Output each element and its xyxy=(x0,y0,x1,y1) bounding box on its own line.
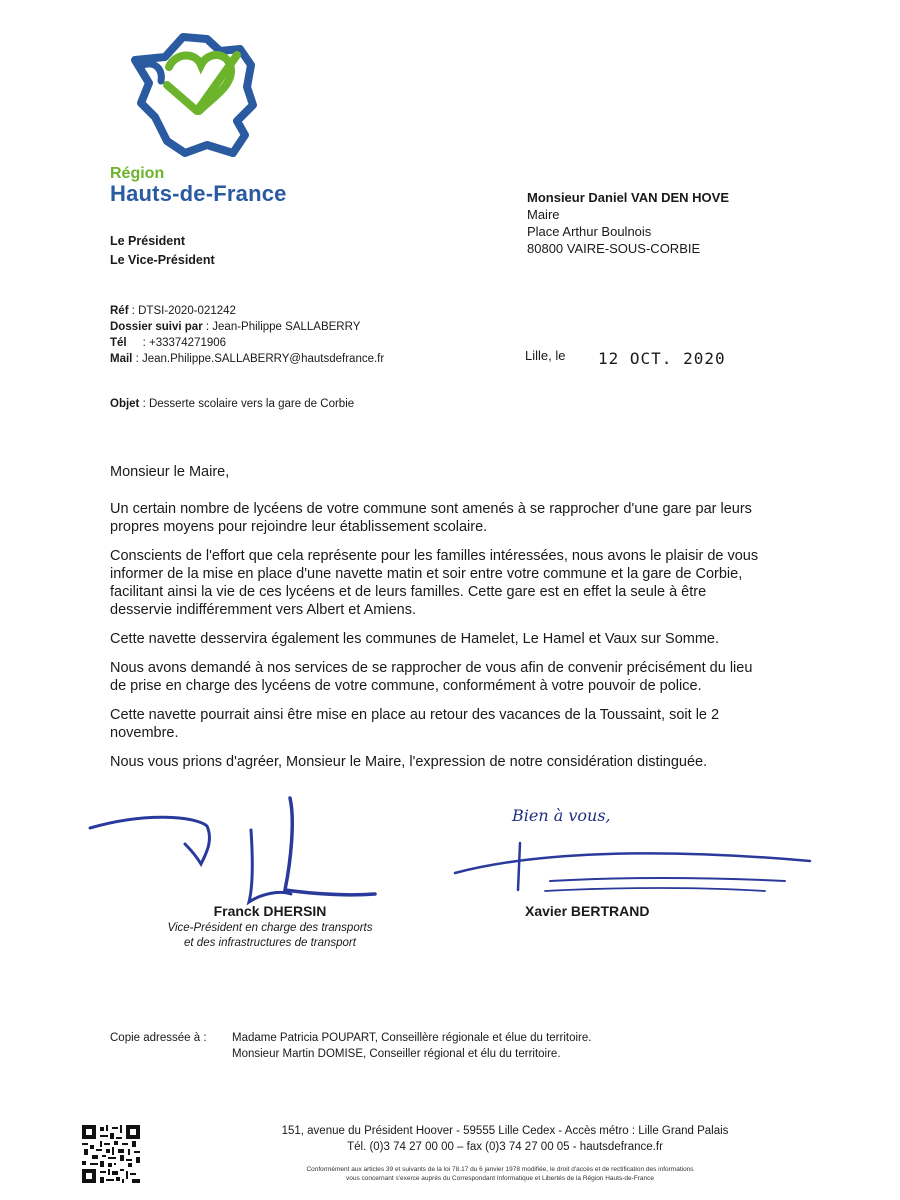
qr-code-icon[interactable] xyxy=(82,1125,140,1183)
copies-label: Copie adressée à : xyxy=(110,1032,207,1044)
salutation: Monsieur le Maire, xyxy=(110,464,230,480)
footer-legal-line2: vous concernant s'exerce auprès du Correspondant Informatique et Libertés de la Région Hauts-de-France xyxy=(346,1174,654,1182)
recipient-address-line1: Place Arthur Boulnois xyxy=(527,224,652,239)
sender-line-president: Le Président xyxy=(110,234,186,248)
body-paragraph: Cette navette desservira également les communes de Hamelet, Le Hamel et Vaux sur Somme. xyxy=(110,631,720,647)
mail-label: Mail xyxy=(110,353,133,365)
mail-value: : Jean.Philippe.SALLABERRY@hautsdefrance.fr xyxy=(132,353,385,365)
subject-line xyxy=(110,398,354,410)
body-paragraph: Nous avons demandé à nos services de se rapprocher de vous afin de convenir précisément du lieu de prise en charge des lycéens de votre commune, conformément à votre pouvoir de police. xyxy=(110,660,753,694)
copies-block xyxy=(110,1030,591,1062)
tel-value: : +33374271906 xyxy=(126,337,227,349)
reference-block xyxy=(110,303,384,367)
region-label: Région xyxy=(110,165,165,182)
body-paragraph: Conscients de l'effort que cela représente pour les familles intéressées, nous avons le plaisir de vous informer de la mise en place d'une navette matin et soir entre votre commune et la gare de Corbie, facilitant ainsi la vie de ces lycéens et de leurs familles. Cette gare est en effet la seule à être desservie indifféremment vers Albert et Amiens. xyxy=(110,548,759,618)
signature-dhersin-icon xyxy=(85,790,385,915)
signatory-right-name: Xavier BERTRAND xyxy=(525,903,650,919)
place-label: Lille, le xyxy=(525,348,566,363)
closing-paragraph: Nous vous prions d'agréer, Monsieur le Maire, l'expression de notre considération distinguée. xyxy=(110,754,708,770)
body-paragraph: Cette navette pourrait ainsi être mise en place au retour des vacances de la Toussaint, soit le 2 novembre. xyxy=(110,707,720,741)
footer-legal xyxy=(150,1166,850,1183)
dossier-label: Dossier suivi par xyxy=(110,321,203,333)
copy-recipient: Madame Patricia POUPART, Conseillère régionale et élue du territoire. xyxy=(232,1032,592,1044)
copy-recipient: Monsieur Martin DOMISE, Conseiller régional et élu du territoire. xyxy=(232,1048,561,1060)
signatory-left-name: Franck DHERSIN xyxy=(213,903,327,919)
ref-label: Réf xyxy=(110,305,129,317)
region-name: Hauts-de-France xyxy=(110,181,287,206)
sender-line-vice-president: Le Vice-Président xyxy=(110,253,215,267)
body-paragraph: Un certain nombre de lycéens de votre commune sont amenés à se rapprocher d'une gare par leurs propres moyens pour rejoindre leur établissement scolaire. xyxy=(110,501,752,535)
region-logo-icon xyxy=(125,25,265,165)
subject-label: Objet xyxy=(110,398,140,410)
footer-contact-line: Tél. (0)3 74 27 00 00 – fax (0)3 74 27 00 05 - hautsdefrance.fr xyxy=(347,1141,663,1153)
signatory-left-role-line1: Vice-Président en charge des transports xyxy=(167,922,373,934)
signatory-left xyxy=(150,903,390,951)
footer-address-line: 151, avenue du Président Hoover - 59555 Lille Cedex - Accès métro : Lille Grand Palais xyxy=(281,1125,729,1137)
handwritten-note: Bien à vous, xyxy=(512,806,611,825)
recipient-name: Monsieur Daniel VAN DEN HOVE xyxy=(527,190,730,205)
signature-bertrand-icon xyxy=(450,795,820,905)
signatory-left-role-line2: et des infrastructures de transport xyxy=(184,937,356,949)
ref-value: : DTSI-2020-021242 xyxy=(128,305,236,317)
subject-value: : Desserte scolaire vers la gare de Corbie xyxy=(139,398,355,410)
footer-legal-line1: Conformément aux articles 39 et suivants de la loi 78.17 du 6 janvier 1978 modifiée, le droit d'accès et de rectification des informations xyxy=(306,1166,694,1173)
footer-address xyxy=(150,1123,860,1155)
tel-label: Tél xyxy=(110,337,127,349)
letter-body xyxy=(110,463,772,782)
recipient-title: Maire xyxy=(527,207,560,222)
dossier-value: : Jean-Philippe SALLABERRY xyxy=(202,321,361,333)
copies-list xyxy=(232,1030,591,1062)
date-stamp: 12 OCT. 2020 xyxy=(598,349,726,368)
sender-block xyxy=(110,232,215,270)
recipient-address xyxy=(527,189,729,257)
recipient-address-line2: 80800 VAIRE-SOUS-CORBIE xyxy=(527,241,701,256)
